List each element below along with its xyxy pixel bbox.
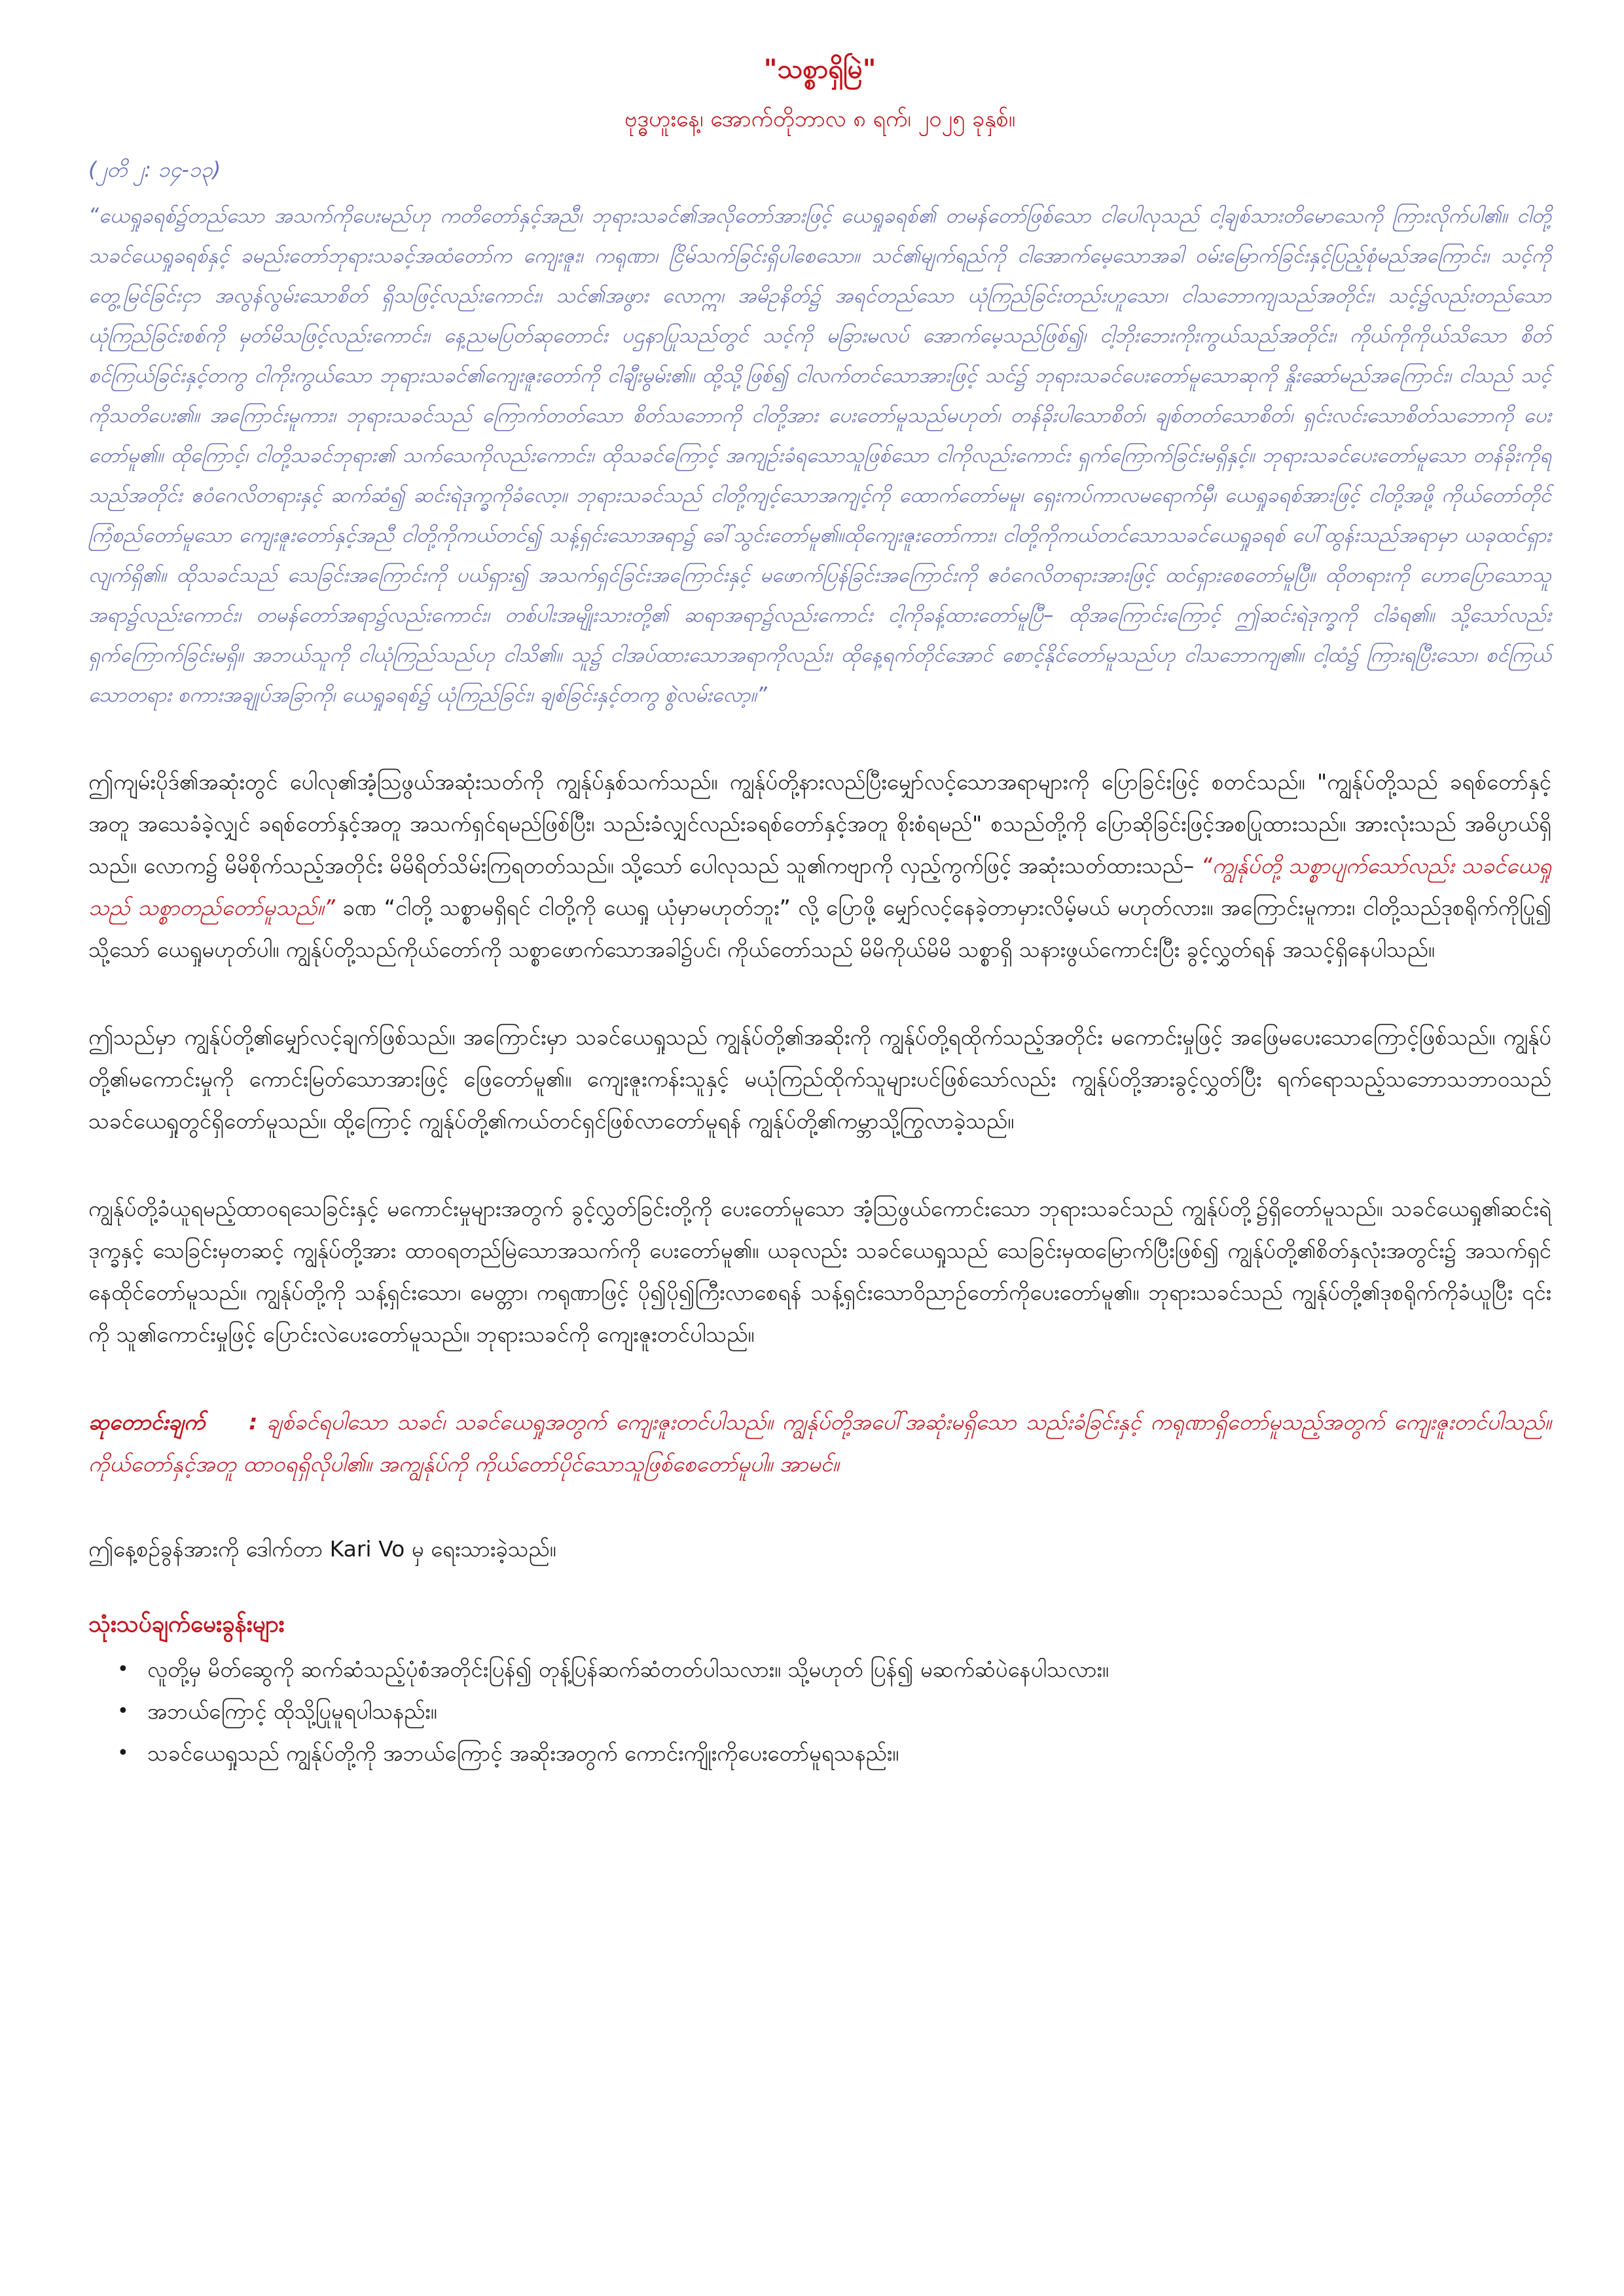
body-paragraph-1-continued: ခဏ “ငါတို့ သစ္စာမရှိရင် ငါတို့ကို ယေရှု ယုံမှာမဟုတ်ဘူး” လို့ ပြောဖို့ မျှော်လင့်နေခဲ့တာမှားလိမ့်မယ် မဟုတ်လား။ အကြောင်းမူကား၊ ငါတို့သည်ဒုစရိုက်ကိုပြု၍ သို့သော် ယေရှုမဟုတ်ပါ။ ကျွန်ုပ်တို့သည်ကိုယ်တော်ကို သစ္စာဖောက်သောအခါ၌ပင်၊ ကိုယ်တော်သည် မိမိကိုယ်မိမိ သစ္စာရှိ သနားဖွယ်ကောင်းပြီး ခွင့်လွှတ်ရန် အသင့်ရှိနေပါသည်။ (88, 895, 1551, 962)
prayer-label: ဆုတောင်းချက် (88, 1409, 206, 1435)
bullet-icon: • (117, 1700, 129, 1723)
body-paragraph-1 (88, 761, 1551, 971)
scripture-reference: (၂တိ ၂: ၁၄-၁၃) (88, 157, 221, 182)
devotional-page (88, 52, 1551, 1774)
prayer-text: ချစ်ခင်ရပါသော သခင်၊ သခင်ယေရှုအတွက် ကျေးဇူးတင်ပါသည်။ ကျွန်ုပ်တို့အပေါ်အဆုံးမရှိသော သည်းခံခြင်းနှင့် ကရုဏာရှိတော်မူသည့်အတွက် ကျေးဇူးတင်ပါသည်။ ကိုယ်တော်နှင့်အတူ ထာဝရရှိလိုပါ၏။ အကျွန်ုပ်ကို ကိုယ်တော်ပိုင်သောသူဖြစ်စေတော်မူပါ။ အာမင်။ (88, 1409, 1551, 1477)
questions-heading: သုံးသပ်ချက်မေးခွန်းများ (88, 1611, 285, 1638)
list-item (117, 1691, 1551, 1732)
questions-list (88, 1649, 1551, 1774)
scripture-passage: “ယေရှုခရစ်၌တည်သော အသက်ကိုပေးမည်ဟု ကတိတော်နှင့်အညီ၊ ဘုရားသခင်၏အလိုတော်အားဖြင့် ယေရှုခရစ်၏ တမန်တော်ဖြစ်သော ငါပေါလုသည် ငါ့ချစ်သားတိမောသေကို ကြားလိုက်ပါ၏။ ငါတို့သခင်ယေရှုခရစ်နှင့် ခမည်းတော်ဘုရားသခင့်အထံတော်က ကျေးဇူး၊ ကရုဏာ၊ ငြိမ်သက်ခြင်းရှိပါစေသော။ သင်၏မျက်ရည်ကို ငါအောက်မေ့သောအခါ ဝမ်းမြောက်ခြင်းနှင့်ပြည့်စုံမည်အကြောင်း၊ သင့်ကို တွေ့မြင်ခြင်းငှာ အလွန်လွမ်းသောစိတ် ရှိသဖြင့်လည်းကောင်း၊ သင်၏အဖွား လောဣ၊ အမိဥနိတ်၌ အရင်တည်သော ယုံကြည်ခြင်းတည်းဟူသော၊ ငါသဘောကျသည်အတိုင်း၊ သင့်၌လည်းတည်သော ယုံကြည်ခြင်းစစ်ကို မှတ်မိသဖြင့်လည်းကောင်း၊ နေ့ညမပြတ်ဆုတောင်း ပဌနာပြုသည်တွင် သင့်ကို မခြားမလပ် အောက်မေ့သည်ဖြစ်၍၊ ငါ့ဘိုးဘေးကိုးကွယ်သည်အတိုင်း၊ ကိုယ်ကိုကိုယ်သိသော စိတ်စင်ကြယ်ခြင်းနှင့်တကွ ငါကိုးကွယ်သော ဘုရားသခင်၏ကျေးဇူးတော်ကို ငါချီးမွမ်း၏။ ထို့သို့ဖြစ်၍ ငါလက်တင်သောအားဖြင့် သင်၌ ဘုရားသခင်ပေးတော်မူသောဆုကို နှိုးဆော်မည်အကြောင်း၊ ငါသည် သင့်ကိုသတိပေး၏။ အကြောင်းမူကား၊ ဘုရားသခင်သည် ကြောက်တတ်သော စိတ်သဘောကို ငါတို့အား ပေးတော်မူသည်မဟုတ်၊ တန်ခိုးပါသောစိတ်၊ ချစ်တတ်သောစိတ်၊ ရှင်းလင်းသောစိတ်သဘောကို ပေးတော်မူ၏။ ထိုကြောင့်၊ ငါတို့သခင်ဘုရား၏ သက်သေကိုလည်းကောင်း၊ ထိုသခင်ကြောင့် အကျဉ်းခံရသောသူဖြစ်သော ငါကိုလည်းကောင်း ရှက်ကြောက်ခြင်းမရှိနှင့်။ ဘုရားသခင်ပေးတော်မူသော တန်ခိုးကိုရသည်အတိုင်း ဧဝံဂေလိတရားနှင့် ဆက်ဆံ၍ ဆင်းရဲဒုက္ခကိုခံလော့။ ဘုရားသခင်သည် ငါတို့ကျင့်သောအကျင့်ကို ထောက်တော်မမူ၊ ရှေးကပ်ကာလမရောက်မှီ၊ ယေရှုခရစ်အားဖြင့် ငါတို့အဖို့ ကိုယ်တော်တိုင်ကြံစည်တော်မူသော ကျေးဇူးတော်နှင့်အညီ ငါတို့ကိုကယ်တင်၍ သန့်ရှင်းသောအရာ၌ ခေါ်သွင်းတော်မူ၏။ထိုကျေးဇူးတော်ကား၊ ငါတို့ကိုကယ်တင်သောသခင်ယေရှုခရစ် ပေါ်ထွန်းသည်အရာမှာ ယခုထင်ရှားလျက်ရှိ၏။ ထိုသခင်သည် သေခြင်းအကြောင်းကို ပယ်ရှား၍ အသက်ရှင်ခြင်းအကြောင်းနှင့် မဖောက်ပြန်ခြင်းအကြောင်းကို ဧဝံဂေလိတရားအားဖြင့် ထင်ရှားစေတော်မူပြီ။ ထိုတရားကို ဟောပြောသောသူအရာ၌လည်းကောင်း၊ တမန်တော်အရာ၌လည်းကောင်း၊ တစ်ပါးအမျိုးသားတို့၏ ဆရာအရာ၌လည်းကောင်း ငါ့ကိုခန့်ထားတော်မူပြီ– ထိုအကြောင်းကြောင့် ဤဆင်းရဲဒုက္ခကို ငါခံရ၏။ သို့သော်လည်း ရှက်ကြောက်ခြင်းမရှိ။ အဘယ်သူကို ငါယုံကြည်သည်ဟု ငါသိ၏။ သူ၌ ငါအပ်ထားသောအရာကိုလည်း၊ ထိုနေ့ရက်တိုင်အောင် စောင့်နိုင်တော်မူသည်ဟု ငါသဘောကျ၏။ ငါ့ထံ၌ ကြားရပြီးသော၊ စင်ကြယ်သောတရား စကားအချုပ်အခြာကို၊ ယေရှုခရစ်၌ ယုံကြည်ခြင်း၊ ချစ်ခြင်းနှင့်တကွ စွဲလမ်းလော့။” (88, 204, 1551, 707)
list-item (117, 1649, 1551, 1691)
page-title: "သစ္စာရှိမြဲ" (763, 54, 876, 84)
highlighted-quote: “ကျွန်ုပ်တို့ သစ္စာပျက်သော်လည်း သခင်ယေရှုသည် သစ္စာတည်တော်မူသည်။” (88, 853, 1551, 920)
author-credit: ဤနေ့စဉ်ခွန်အားကို ဒေါက်တာ Kari Vo မှ ရေးသားခဲ့သည်။ (88, 1536, 556, 1562)
page-date: ဗုဒ္ဓဟူးနေ့၊ အောက်တိုဘာလ ၈ ရက်၊ ၂၀၂၅ ခုနှစ်။ (624, 106, 1016, 132)
bullet-icon: • (117, 1658, 129, 1681)
list-item (117, 1732, 1551, 1774)
question-text: လူတို့မှ မိတ်ဆွေကို ဆက်ဆံသည့်ပုံစံအတိုင်းပြန်၍ တုန့်ပြန်ဆက်ဆံတတ်ပါသလား။ သို့မဟုတ် ပြန်၍ မဆက်ဆံပဲနေပါသလား။ (147, 1657, 1109, 1682)
question-text: အဘယ်ကြောင့် ထိုသို့ပြုမူရပါသနည်း။ (147, 1698, 437, 1724)
body-paragraph-2: ဤသည်မှာ ကျွန်ုပ်တို့၏မျှော်လင့်ချက်ဖြစ်သည်။ အကြောင်းမှာ သခင်ယေရှုသည် ကျွန်ုပ်တို့၏အဆိုးကို ကျွန်ုပ်တို့ရထိုက်သည့်အတိုင်း မကောင်းမှုဖြင့် အဖြေမပေးသောကြောင့်ဖြစ်သည်။ ကျွန်ုပ်တို့၏မကောင်းမှုကို ကောင်းမြတ်သောအားဖြင့် ဖြေတော်မူ၏။ ကျေးဇူးကန်းသူနှင့် မယုံကြည်ထိုက်သူများပင်ဖြစ်သော်လည်း ကျွန်ုပ်တို့အားခွင့်လွှတ်ပြီး ရက်ရောသည့်သဘောသဘာဝသည် သခင်ယေရှုတွင်ရှိတော်မူသည်။ ထို့ကြောင့် ကျွန်ုပ်တို့၏ကယ်တင်ရှင်ဖြစ်လာတော်မူရန် ကျွန်ုပ်တို့၏ကမ္ဘာသို့ကြွလာခဲ့သည်။ (88, 1024, 1551, 1134)
prayer-separator: : (249, 1409, 258, 1435)
body-paragraph-1-text: ဤကျမ်းပိုဒ်၏အဆုံးတွင် ပေါလု၏အံ့ဩဖွယ်အဆုံးသတ်ကို ကျွန်ုပ်နှစ်သက်သည်။ ကျွန်ုပ်တို့နားလည်ပြီးမျှော်လင့်သောအရာများကို ပြောခြင်းဖြင့် စတင်သည်။ "ကျွန်ုပ်တို့သည် ခရစ်တော်နှင့်အတူ အသေခံခဲ့လျှင် ခရစ်တော်နှင့်အတူ အသက်ရှင်ရမည်ဖြစ်ပြီး၊ သည်းခံလျှင်လည်းခရစ်တော်နှင့်အတူ စိုးစံရမည်" စသည်တို့ကို ပြောဆိုခြင်းဖြင့်အစပြုထားသည်။ အားလုံးသည် အဓိပ္ပာယ်ရှိသည်။ လောက၌ မိမိစိုက်သည့်အတိုင်း မိမိရိတ်သိမ်းကြရတတ်သည်။ သို့သော် ပေါလုသည် သူ၏ကဗျာကို လှည့်ကွက်ဖြင့် အဆုံးသတ်ထားသည်– (88, 769, 1551, 878)
bullet-icon: • (117, 1742, 129, 1765)
body-paragraph-3: ကျွန်ုပ်တို့ခံယူရမည့်ထာဝရသေခြင်းနှင့် မကောင်းမှုများအတွက် ခွင့်လွှတ်ခြင်းတို့ကို ပေးတော်မူသော အံ့ဩဖွယ်ကောင်းသော ဘုရားသခင်သည် ကျွန်ုပ်တို့၌ရှိတော်မူသည်။ သခင်ယေရှု၏ဆင်းရဲဒုက္ခနှင့် သေခြင်းမှတဆင့် ကျွန်ုပ်တို့အား ထာဝရတည်မြဲသောအသက်ကို ပေးတော်မူ၏။ ယခုလည်း သခင်ယေရှုသည် သေခြင်းမှထမြောက်ပြီးဖြစ်၍ ကျွန်ုပ်တို့၏စိတ်နှလုံးအတွင်း၌ အသက်ရှင်နေထိုင်တော်မူသည်။ ကျွန်ုပ်တို့ကို သန့်ရှင်းသော၊ မေတ္တာ၊ ကရုဏာဖြင့် ပို၍ပို၍ကြီးလာစေရန် သန့်ရှင်းသောဝိညာဉ်တော်ကိုပေးတော်မူ၏။ ဘုရားသခင်သည် ကျွန်ုပ်တို့၏ဒုစရိုက်ကိုခံယူပြီး ၎င်းကို သူ၏ကောင်းမှုဖြင့် ပြောင်းလဲပေးတော်မူသည်။ ဘုရားသခင်ကို ကျေးဇူးတင်ပါသည်။ (88, 1196, 1551, 1347)
prayer-section (88, 1401, 1551, 1485)
question-text: သခင်ယေရှုသည် ကျွန်ုပ်တို့ကို အဘယ်ကြောင့် အဆိုးအတွက် ကောင်းကျိုးကိုပေးတော်မူရသနည်း။ (147, 1740, 899, 1766)
